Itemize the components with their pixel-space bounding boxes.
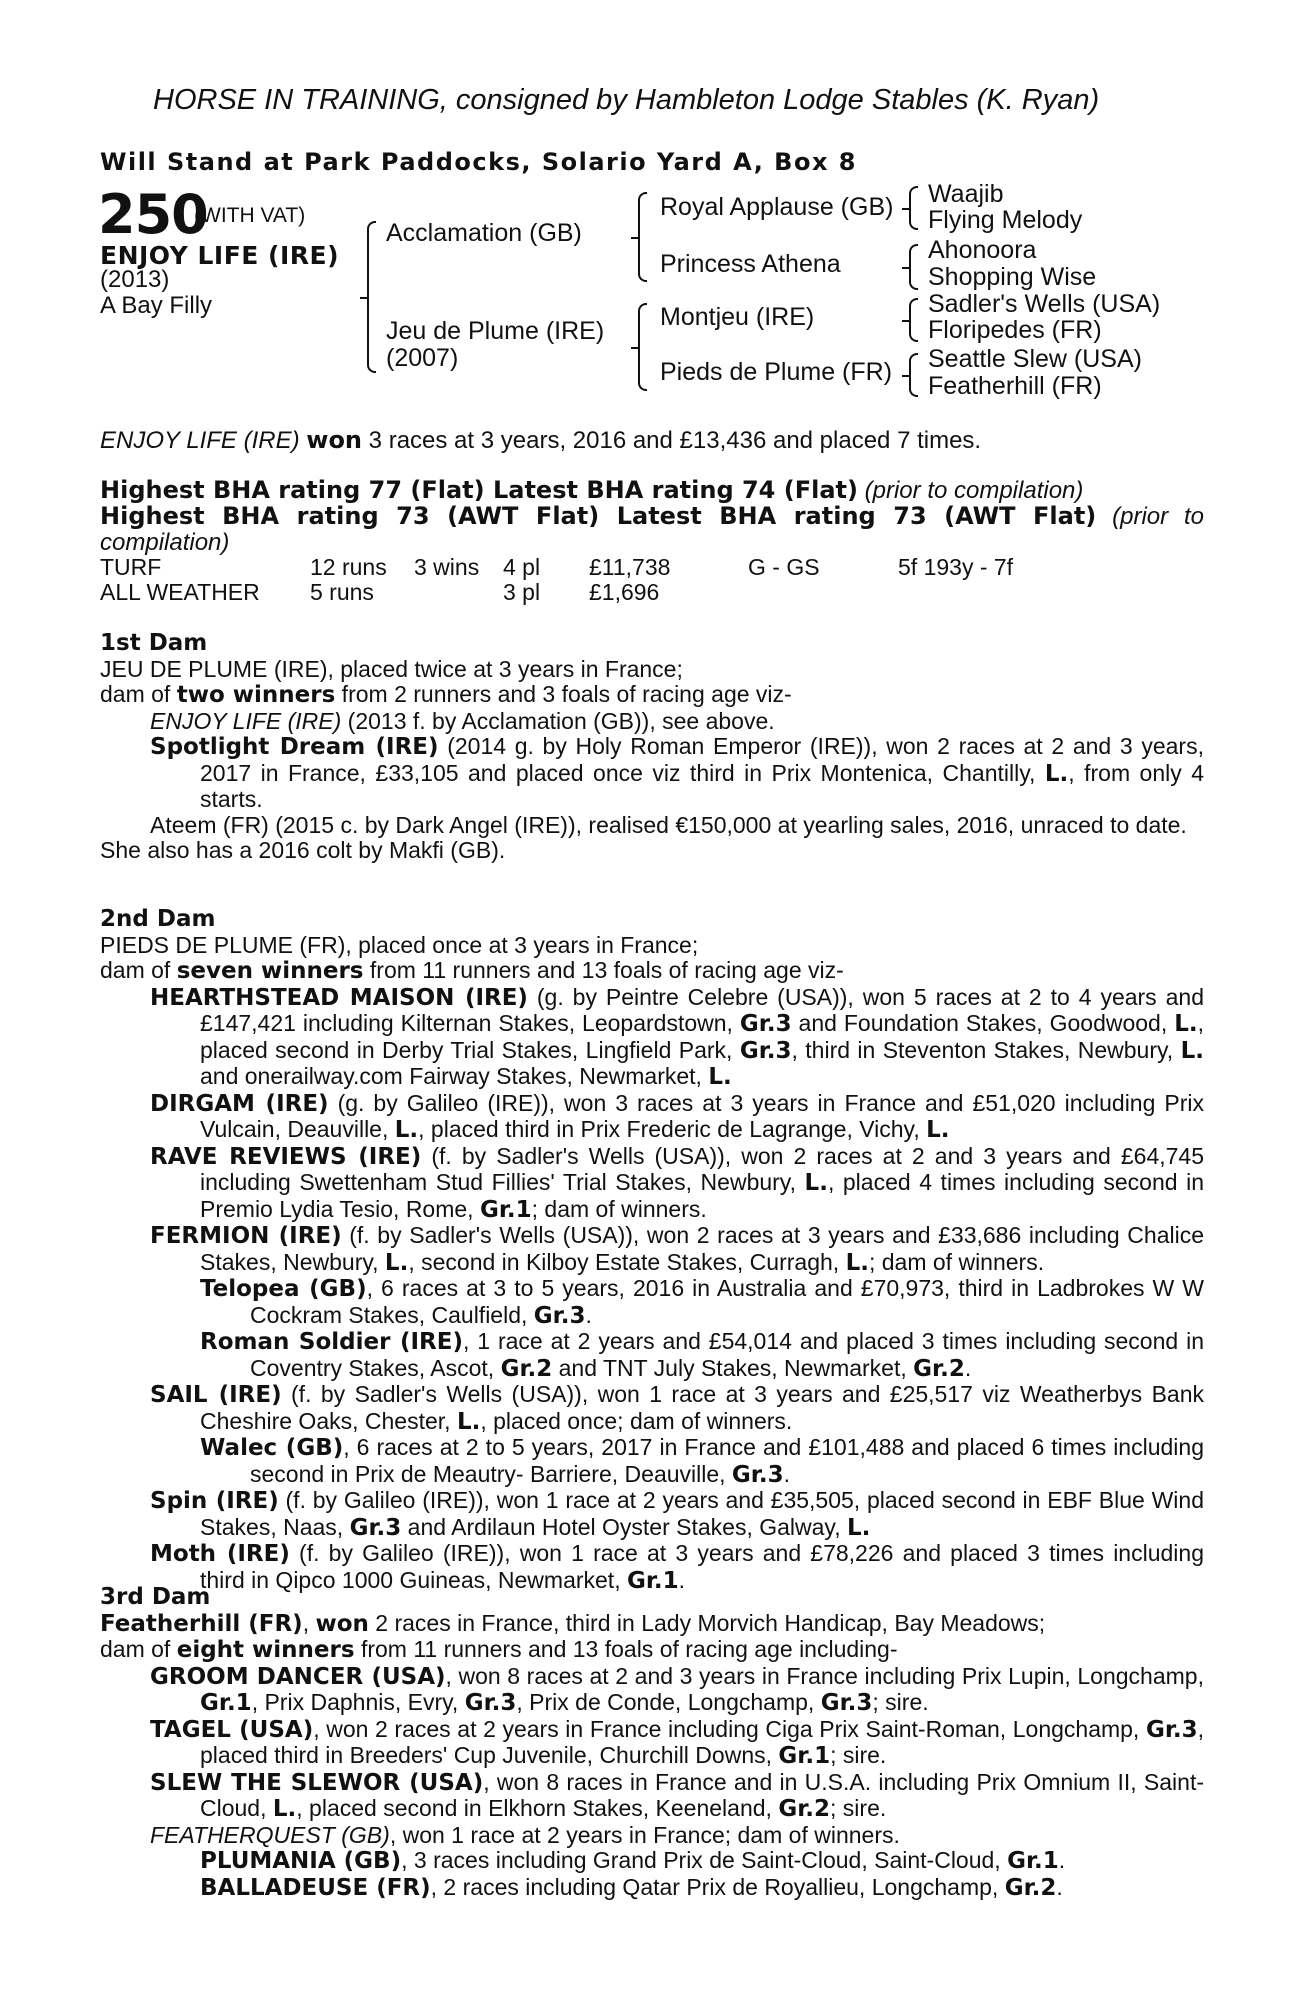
produce-tagel: TAGEL (USA), won 2 races at 2 years in France including Ciga Prix Saint-Roman, Longchamp, Gr.3, placed third in Breeders' Cup Juvenile, Churchill Downs, Gr.1; sire. <box>150 1715 1205 1769</box>
stats-earnings-turf: £11,738 <box>589 554 671 580</box>
produce-spotlight-dream: Spotlight Dream (IRE) (2014 g. by Holy Roman Emperor (IRE)), won 2 races at 2 and 3 years, 2017 in France, £33,105 and placed once viz third in Prix Montenica, Chantilly, L., from only 4 starts. <box>150 733 1204 812</box>
produce-telopea: Telopea (GB), 6 races at 3 to 5 years, 2016 in Australia and £70,973, third in Ladbrokes W W Cockram Stakes, Caulfield, Gr.3. <box>200 1275 1204 1329</box>
produce-enjoy-life: ENJOY LIFE (IRE) (2013 f. by Acclamation (GB)), see above. <box>150 707 775 734</box>
rating-line-awt <box>100 503 1204 556</box>
produce-plumania: PLUMANIA (GB), 3 races including Grand Prix de Saint-Cloud, Saint-Cloud, Gr.1. <box>200 1847 1066 1874</box>
stats-surface-turf: TURF <box>100 554 162 580</box>
third-dam-produce-line: dam of eight winners from 11 runners and 13 foals of racing age including- <box>100 1636 898 1663</box>
ggp-floripedes: Floripedes (FR) <box>928 316 1102 344</box>
second-dam-section <box>100 906 1204 1594</box>
produce-sail: SAIL (IRE) (f. by Sadler's Wells (USA)), won 1 race at 3 years and £25,517 viz Weatherbys Bank Cheshire Oaks, Chester, L., placed once; dam of winners. <box>150 1381 1204 1435</box>
location-line: Will Stand at Park Paddocks, Solario Yard A, Box 8 <box>100 148 857 176</box>
pedigree-brace-dam <box>638 303 647 391</box>
produce-fermion: FERMION (IRE) (f. by Sadler's Wells (USA)), won 2 races at 3 years and £33,686 including Chalice Stakes, Newbury, L., second in Kilboy Estate Stakes, Curragh, L.; dam of winners. <box>150 1222 1204 1276</box>
first-dam-produce-line: dam of two winners from 2 runners and 3 foals of racing age viz- <box>100 681 792 708</box>
summary-horse-name: ENJOY LIFE (IRE) <box>100 427 300 454</box>
first-dam-colt-note: She also has a 2016 colt by Makfi (GB). <box>100 837 506 863</box>
second-dam-heading: 2nd Dam <box>100 906 216 932</box>
dam-dam: Pieds de Plume (FR) <box>660 358 893 386</box>
ggp-featherhill: Featherhill (FR) <box>928 372 1102 400</box>
produce-hearthstead-maison: HEARTHSTEAD MAISON (IRE) (g. by Peintre Celebre (USA)), won 5 races at 2 to 4 years and £147,421 including Kilternan Stakes, Leopardstown, Gr.3 and Foundation Stakes, Goodwood, L., placed second in Derby Trial Stakes, Lingfield Park, Gr.3, third in Steventon Stakes, Newbury, L. and onerailway.com Fairway Stakes, Newmarket, L. <box>150 983 1204 1090</box>
foaling-year: (2013) <box>100 266 170 293</box>
summary-won: won <box>306 426 363 454</box>
produce-groom-dancer: GROOM DANCER (USA), won 8 races at 2 and 3 years in France including Prix Lupin, Longchamp, Gr.1, Prix Daphnis, Evry, Gr.3, Prix de Conde, Longchamp, Gr.3; sire. <box>150 1662 1204 1716</box>
ggp-ahonoora: Ahonoora <box>928 236 1037 264</box>
second-dam-produce-line: dam of seven winners from 11 runners and 13 foals of racing age viz- <box>100 957 844 984</box>
lot-number: 250 <box>98 183 208 246</box>
produce-balladeuse: BALLADEUSE (FR), 2 races including Qatar Prix de Royallieu, Longchamp, Gr.2. <box>200 1873 1063 1901</box>
sire: Acclamation (GB) <box>386 219 582 247</box>
first-dam-section <box>100 630 1204 864</box>
dam-year: (2007) <box>386 344 459 372</box>
sire-dam: Princess Athena <box>660 250 841 278</box>
produce-rave-reviews: RAVE REVIEWS (IRE) (f. by Sadler's Wells (USA)), won 2 races at 2 and 3 years and £64,745 including Swettenham Stud Fillies' Trial Stakes, Newbury, L., placed 4 times including second in Premio Lydia Tesio, Rome, Gr.1; dam of winners. <box>150 1142 1204 1223</box>
third-dam-line: Featherhill (FR), won 2 races in France, third in Lady Morvich Handicap, Bay Meadows; <box>100 1609 1046 1637</box>
second-dam-line: PIEDS DE PLUME (FR), placed once at 3 years in France; <box>100 931 699 958</box>
produce-roman-soldier: Roman Soldier (IRE), 1 race at 2 years and £54,014 and placed 3 times including second in Coventry Stakes, Ascot, Gr.2 and TNT July Stakes, Newmarket, Gr.2. <box>200 1328 1204 1382</box>
horse-description: A Bay Filly <box>100 292 213 319</box>
pedigree-brace-ggp3 <box>909 298 918 342</box>
first-dam-heading: 1st Dam <box>100 630 208 656</box>
dam: Jeu de Plume (IRE) <box>386 317 605 345</box>
produce-walec: Walec (GB), 6 races at 2 to 5 years, 2017 in France and £101,488 and placed 6 times including second in Prix de Meautry- Barriere, Deauville, Gr.3. <box>200 1434 1204 1488</box>
produce-featherquest: FEATHERQUEST (GB), won 1 race at 2 years in France; dam of winners. <box>150 1821 900 1848</box>
consignment-header: HORSE IN TRAINING, consigned by Hambleton Lodge Stables (K. Ryan) <box>153 84 1100 116</box>
stats-runs-turf: 12 runs <box>310 554 387 580</box>
rating-flat-note: (prior to compilation) <box>864 477 1084 504</box>
pedigree-brace-ggp2 <box>909 244 918 290</box>
horse-name: ENJOY LIFE (IRE) <box>100 241 340 270</box>
ggp-flying-melody: Flying Melody <box>928 206 1083 234</box>
produce-moth: Moth (IRE) (f. by Galileo (IRE)), won 1 race at 3 years and £78,226 and placed 3 times including third in Qipco 1000 Guineas, Newmarket, Gr.1. <box>150 1540 1204 1594</box>
summary-text: 3 races at 3 years, 2016 and £13,436 and placed 7 times. <box>362 427 982 454</box>
ggp-shopping-wise: Shopping Wise <box>928 263 1097 291</box>
stats-distance-turf: 5f 193y - 7f <box>898 554 1014 580</box>
stats-earnings-aw: £1,696 <box>589 579 660 605</box>
pedigree-brace-ggp4 <box>909 353 918 397</box>
stats-wins-turf: 3 wins <box>414 554 480 580</box>
rating-line-flat <box>100 477 1083 504</box>
third-dam-heading: 3rd Dam <box>100 1584 211 1610</box>
produce-dirgam: DIRGAM (IRE) (g. by Galileo (IRE)), won 3 races at 3 years in France and £51,020 including Prix Vulcain, Deauville, L., placed third in Prix Frederic de Lagrange, Vichy, L. <box>150 1089 1205 1143</box>
third-dam-section <box>100 1584 1204 1901</box>
rating-awt-note: (prior to compilation) <box>100 503 1204 556</box>
stats-surface-aw: ALL WEATHER <box>100 579 260 605</box>
stats-going-turf: G - GS <box>748 554 820 580</box>
produce-spin: Spin (IRE) (f. by Galileo (IRE)), won 1 race at 2 years and £35,505, placed second in EBF Blue Wind Stakes, Naas, Gr.3 and Ardilaun Hotel Oyster Stakes, Galway, L. <box>150 1487 1205 1541</box>
rating-flat: Highest BHA rating 77 (Flat) Latest BHA rating 74 (Flat) <box>100 476 858 504</box>
dam-sire: Montjeu (IRE) <box>660 303 815 331</box>
stats-placed-aw: 3 pl <box>503 579 541 605</box>
pedigree-brace-sire <box>638 192 647 282</box>
ggp-sadlers-wells: Sadler's Wells (USA) <box>928 290 1161 318</box>
pedigree-brace-main <box>367 221 376 373</box>
produce-slew-the-slewor: SLEW THE SLEWOR (USA), won 8 races in France and in U.S.A. including Prix Omnium II, Saint-Cloud, L., placed second in Elkhorn Stakes, Keeneland, Gr.2; sire. <box>150 1768 1204 1822</box>
ggp-waajib: Waajib <box>928 180 1004 208</box>
stats-placed-turf: 4 pl <box>503 554 541 580</box>
pedigree-brace-ggp1 <box>909 186 918 230</box>
race-summary <box>100 426 981 455</box>
rating-awt: Highest BHA rating 73 (AWT Flat) Latest BHA rating 73 (AWT Flat) <box>100 502 1097 530</box>
first-dam-line: JEU DE PLUME (IRE), placed twice at 3 years in France; <box>100 655 683 682</box>
ggp-seattle-slew: Seattle Slew (USA) <box>928 345 1142 373</box>
vat-note: (WITH VAT) <box>194 204 306 227</box>
sire-sire: Royal Applause (GB) <box>660 193 894 221</box>
produce-ateem: Ateem (FR) (2015 c. by Dark Angel (IRE)), realised €150,000 at yearling sales, 2016, unraced to date. <box>150 811 1187 838</box>
stats-runs-aw: 5 runs <box>310 579 374 605</box>
